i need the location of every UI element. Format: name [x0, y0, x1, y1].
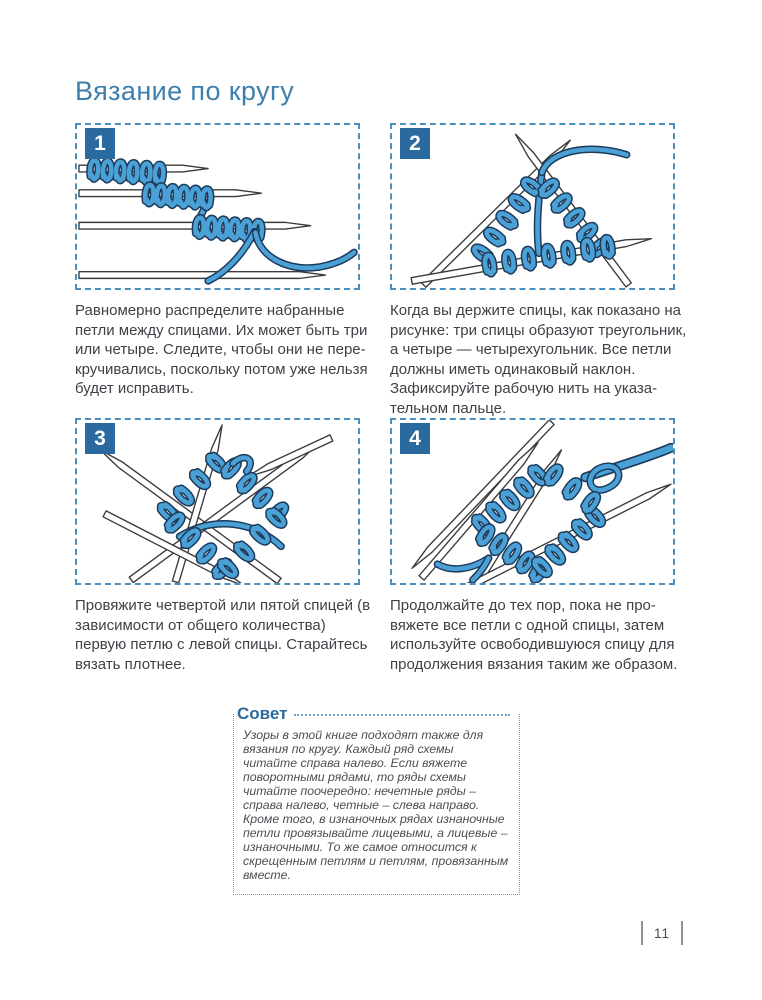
yarn-strand	[590, 466, 618, 490]
step-4-caption: Продолжайте до тех пор, пока не провяжете все петли с одной спицы, затем используйте освободившуюся спицу для продолжения вязания таким же образом.	[390, 597, 678, 673]
needle-shape	[98, 447, 281, 583]
page-number-right-bar	[681, 921, 683, 945]
step-2-number-badge: 2	[400, 128, 430, 159]
steps-grid	[75, 123, 687, 674]
knitting-needle	[98, 447, 281, 583]
stitch-loops	[89, 160, 163, 183]
step-4-figure	[390, 418, 675, 585]
knitting-needle	[245, 435, 333, 481]
needle-shape	[245, 435, 333, 481]
tip-box	[233, 704, 520, 895]
knitting-needles-illustration	[77, 420, 358, 583]
yarn-stroke	[255, 233, 354, 268]
page-number: 11	[654, 925, 671, 941]
tip-heading: Совет	[237, 704, 294, 724]
step-3-number-badge: 3	[85, 423, 115, 454]
page-title: Вязание по кругу	[75, 76, 295, 106]
tip-body-text: Узоры в этой книге подходят также для вязания по кругу. Каждый ряд схемы читайте справа налево. Если вяжете поворотными рядами, то ряды схемы читайте поочередно: нечетные ряды – справа налево, четные – слева направо. Кроме того, в изнаночных рядах изнаночные петли провязывайте лицевыми, а лицевые – изнаночными. То же самое относится к скрещенным петлям и петлям, провязанным вместе.	[243, 728, 509, 883]
tip-header	[237, 704, 510, 724]
step-3-figure	[75, 418, 360, 585]
stitch-loops	[158, 453, 225, 521]
step-4-number-badge: 4	[400, 423, 430, 454]
stitch-loops	[145, 185, 212, 208]
yarn-strand	[255, 233, 354, 268]
step-2-figure	[390, 123, 675, 290]
stitch-loops	[533, 507, 605, 577]
yarn-stroke	[158, 453, 225, 521]
knitting-needles-illustration	[392, 420, 673, 583]
knitting-needles-illustration	[392, 125, 673, 288]
step-1-number-badge: 1	[85, 128, 115, 159]
step-3-caption: Провяжите четвертой или пятой спицей (в зависимости от общего количества) первую петлю с левой спицы. Старайтесь вязать плотнее.	[75, 597, 371, 673]
yarn-stroke	[89, 160, 163, 183]
step-1-caption: Равномерно распределите набранные петли между спицами. Их может быть три или четыре. Следите, чтобы они не перекручивались, поскольку потом уже нельзя будет исправить.	[75, 302, 368, 397]
page-number-block	[641, 920, 683, 946]
dotted-leader-line	[294, 714, 510, 716]
step-2-caption: Когда вы держите спицы, как показано на рисунке: три спицы образуют треугольник, а четыре — четырехугольник. Все петли должны иметь одинаковый наклон. Зафиксируйте рабочую нить на указательном пальце.	[390, 302, 687, 417]
step-1-figure	[75, 123, 360, 290]
needle-shape	[79, 272, 325, 279]
knitting-needle	[79, 272, 325, 279]
page-number-left-bar	[641, 921, 643, 945]
knitting-needles-illustration	[77, 125, 358, 288]
yarn-stroke	[533, 507, 605, 577]
